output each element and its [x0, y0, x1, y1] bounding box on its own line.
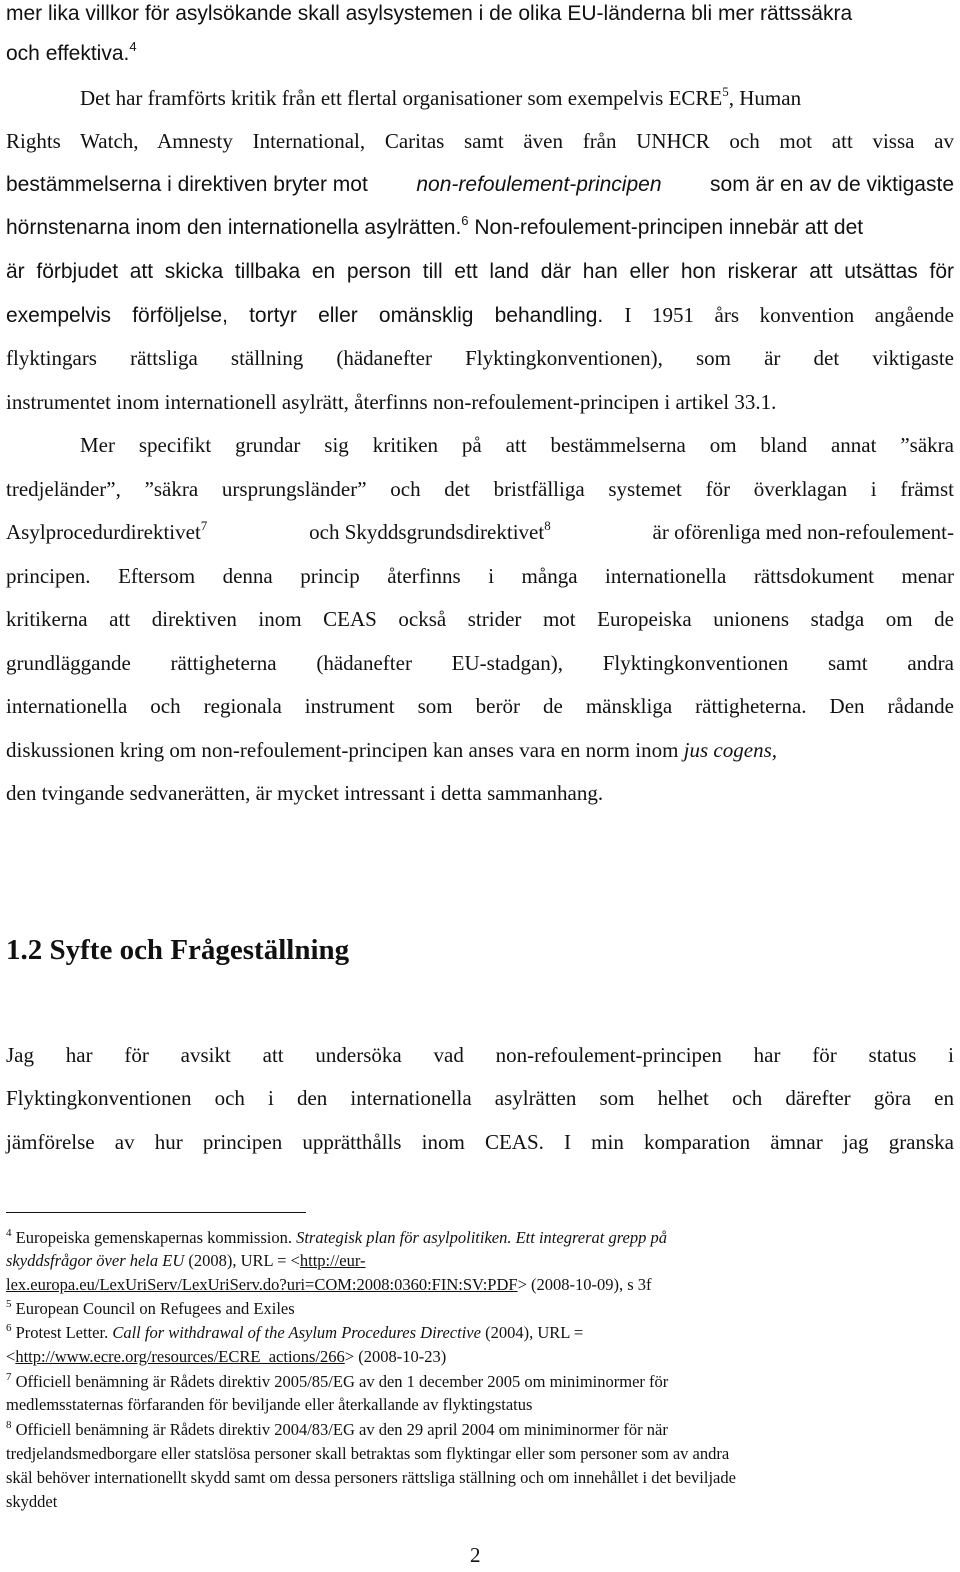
paragraph-3-line-3 [6, 518, 954, 546]
text-span: Officiell benämning är Rådets direktiv 2004/83/EG av den 29 april 2004 om miniminormer för när [15, 1420, 668, 1439]
footnote-8-line-2 [6, 1443, 729, 1465]
paragraph-1-line-1 [6, 0, 852, 28]
italic-title: skyddsfrågor över hela EU [6, 1251, 185, 1270]
paragraph-2-line-4 [6, 214, 863, 242]
text-span: instrumentet inom internationell asylrätt, återfinns non-refoulement-principen i artikel 33.1. [6, 390, 777, 414]
text-span: Non-refoulement-principen innebär att det [474, 216, 864, 239]
text-span: den tvingande sedvanerätten, är mycket intressant i detta sammanhang. [6, 781, 604, 805]
text-span: tredjelandsmedborgare eller statslösa personer skall betraktas som flyktingar eller som personer som av andra [6, 1444, 730, 1463]
text-span: och Skyddsgrundsdirektivet [309, 520, 545, 544]
text-span: Jag har för avsikt att undersöka vad non-refoulement-principen har för status i [6, 1043, 954, 1067]
text-span: exempelvis förföljelse, tortyr eller omänsklig behandling. [6, 304, 604, 327]
paragraph-3-line-8 [6, 736, 777, 764]
text-span: grundläggande rättigheterna (hädanefter EU-stadgan), Flyktingkonventionen samt andra [6, 651, 954, 675]
text-span: > (2008-10-23) [344, 1347, 447, 1366]
text-span: kritikerna att direktiven inom CEAS också strider mot Europeiska unionens stadga om de [6, 607, 954, 631]
text-span: principen. Eftersom denna princip återfinns i många internationella rättsdokument menar [6, 564, 954, 588]
footnote-5 [6, 1298, 295, 1320]
section-line-2 [6, 1084, 954, 1112]
text-span: bestämmelserna i direktiven bryter mot [6, 173, 368, 196]
text-span: Officiell benämning är Rådets direktiv 2005/85/EG av den 1 december 2005 om miniminormer för [15, 1372, 669, 1391]
text-span: > (2008-10-09), s 3f [517, 1275, 652, 1294]
footnote-number: 6 [6, 1322, 12, 1334]
footnote-8-line-3 [6, 1467, 736, 1489]
text-span: Flyktingkonventionen och i den internationella asylrätten som helhet och därefter göra en [6, 1086, 954, 1110]
footnote-8-line-1 [6, 1419, 668, 1441]
footnote-4-line-1 [6, 1227, 667, 1249]
italic-title: Strategisk plan för asylpolitiken. Ett integrerat grepp på [296, 1228, 667, 1247]
text-group: och Skyddsgrundsdirektivet$^8$ [309, 518, 551, 544]
section-line-1 [6, 1041, 954, 1069]
text-span: Det har framförts kritik från ett flertal organisationer som exempelvis ECRE [80, 86, 723, 110]
paragraph-3-line-5 [6, 605, 954, 633]
text-span: , Human [728, 86, 802, 110]
text-span: diskussionen kring om non-refoulement-principen kan anses vara en norm inom [6, 738, 679, 762]
text-span: internationella och regionala instrument som berör de mänskliga rättigheterna. Den rådande [6, 694, 954, 718]
footnote-6-line-1 [6, 1322, 583, 1344]
text-span: Mer specifikt grundar sig kritiken på att bestämmelserna om bland annat ”säkra [80, 433, 954, 457]
paragraph-2-line-1 [80, 84, 801, 112]
italic-term: non-refoulement-principen [416, 173, 662, 196]
paragraph-2-line-8 [6, 388, 776, 416]
paragraph-3-line-2 [6, 475, 954, 503]
text-span: jämförelse av hur principen upprätthålls inom CEAS. I min komparation ämnar jag granska [6, 1130, 954, 1154]
text-span: är förbjudet att skicka tillbaka en person till ett land där han eller hon riskerar att utsättas för [6, 260, 954, 283]
paragraph-2-line-2 [6, 127, 954, 155]
text-span: mer lika villkor för asylsökande skall asylsystemen i de olika EU-länderna bli mer rättssäkra [6, 2, 853, 25]
text-span: European Council on Refugees and Exiles [15, 1299, 295, 1318]
text-span: tredjeländer”, ”säkra ursprungsländer” och det bristfälliga systemet för överklagan i främst [6, 477, 954, 501]
footnote-4-line-3 [6, 1274, 652, 1296]
url-link[interactable]: http://www.ecre.org/resources/ECRE_actions/266 [15, 1347, 345, 1366]
text-span: Rights Watch, Amnesty International, Caritas samt även från UNHCR och mot att vissa av [6, 129, 954, 153]
text-span: medlemsstaternas förfaranden för beviljande eller återkallande av flyktingstatus [6, 1395, 533, 1414]
text-span: är oförenliga med non-refoulement- [652, 520, 954, 544]
text-span: (2004), URL = [485, 1323, 584, 1342]
paragraph-2-line-6 [6, 301, 954, 330]
text-span: skyddet [6, 1492, 58, 1511]
footnote-ref-5[interactable]: 5 [722, 84, 729, 99]
footnote-number: 8 [6, 1419, 12, 1431]
footnote-ref-4[interactable]: 4 [129, 39, 137, 54]
text-span: hörnstenarna inom den internationella asylrätten. [6, 216, 462, 239]
paragraph-1-line-2 [6, 40, 137, 68]
footnote-number: 7 [6, 1371, 12, 1383]
text-group: Asylprocedurdirektivet$^7$ [6, 518, 208, 544]
section-line-3 [6, 1128, 954, 1156]
italic-title: Call for withdrawal of the Asylum Procedures Directive [112, 1323, 481, 1342]
text-span: Asylprocedurdirektivet [6, 520, 201, 544]
page-number: 2 [470, 1543, 481, 1567]
text-span: och effektiva. [6, 42, 130, 65]
text-span: Protest Letter. [15, 1323, 109, 1342]
footnote-number: 5 [6, 1298, 12, 1310]
section-heading: 1.2 Syfte och Frågeställning [6, 934, 350, 966]
paragraph-3-line-6 [6, 649, 954, 677]
text-span: som är en av de viktigaste [710, 173, 954, 196]
paragraph-3-line-7 [6, 692, 954, 720]
footnote-number: 4 [6, 1227, 12, 1239]
paragraph-2-line-3 [6, 171, 954, 199]
text-span: flyktingars rättsliga ställning (hädanefter Flyktingkonventionen), som är det viktigaste [6, 346, 954, 370]
footnote-6-line-2 [6, 1346, 446, 1368]
paragraph-3-line-9 [6, 779, 603, 807]
footnote-separator [6, 1212, 306, 1213]
paragraph-3-line-4 [6, 562, 954, 590]
footnote-7-line-2 [6, 1394, 532, 1416]
text-span: (2008), URL = < [188, 1251, 300, 1270]
paragraph-2-line-5 [6, 258, 954, 286]
text-span: Europeiska gemenskapernas kommission. [15, 1228, 292, 1247]
footnote-7-line-1 [6, 1371, 668, 1393]
url-link[interactable]: lex.europa.eu/LexUriServ/LexUriServ.do?uri=COM:2008:0360:FIN:SV:PDF [6, 1275, 518, 1294]
url-link[interactable]: http://eur- [299, 1251, 366, 1270]
italic-term: jus cogens, [683, 738, 777, 762]
footnote-ref-6[interactable]: 6 [461, 213, 469, 228]
text-span: I 1951 års konvention angående [624, 303, 954, 327]
paragraph-2-line-7 [6, 344, 954, 372]
text-span: skäl behöver internationellt skydd samt om dessa personers rättsliga ställning och om innehållet i det beviljade [6, 1468, 736, 1487]
text-span: < [6, 1347, 16, 1366]
footnote-4-line-2 [6, 1250, 366, 1272]
paragraph-3-line-1 [80, 431, 954, 459]
footnote-8-line-4 [6, 1491, 57, 1513]
